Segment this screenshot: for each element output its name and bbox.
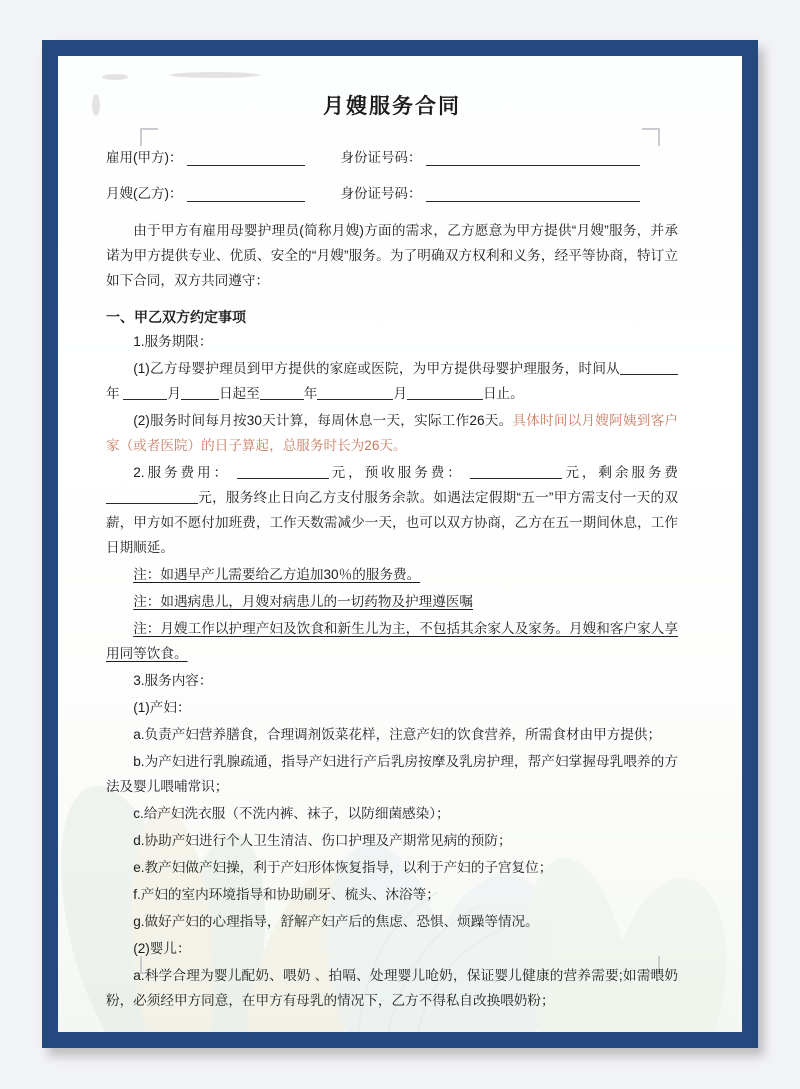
day-unit-1: 日起至: [218, 386, 260, 401]
employer-label: 雇用(甲方)：: [106, 150, 183, 165]
date-blank-day-start[interactable]: [181, 386, 219, 400]
nurse-id-blank[interactable]: [426, 187, 640, 202]
page-title: 月嫂服务合同: [323, 95, 461, 118]
year-unit-1: 年: [106, 386, 120, 401]
employer-id-blank[interactable]: [426, 151, 640, 166]
clause-2: [106, 460, 678, 560]
clause-2-part-a: 2.服务费用：: [133, 465, 231, 480]
note-item-1: 注：如遇早产儿需要给乙方追加30％的服务费。: [133, 567, 421, 582]
clause-2-part-d: 元，服务终止日向乙方支付服务余款。如遇法定假期“五一”甲方需支付一天的双薪，甲方如不愿付加班费，工作天数需减少一天，也可以双方协商，乙方在五一期间休息，工作日期顺延。: [106, 490, 678, 555]
clause-2-part-c: 元，剩余服务费: [562, 465, 679, 480]
nurse-label: 月嫂(乙方)：: [106, 186, 183, 201]
party-row-nurse: [106, 182, 678, 202]
clause-3-heading: 3.服务内容：: [133, 673, 213, 688]
date-blank-year-end[interactable]: [260, 386, 304, 400]
group-1-item-f: f.产妇的室内环境指导和协助刷牙、梳头、沐浴等；: [133, 887, 440, 902]
document-content: [106, 90, 678, 1015]
nurse-name-blank[interactable]: [187, 187, 305, 202]
intro-paragraph: 由于甲方有雇用母婴护理员(简称月嫂)方面的需求，乙方愿意为甲方提供“月嫂”服务，并承诺为甲方提供专业、优质、安全的“月嫂”服务。为了明确双方权利和义务，经平等协商，特订立如下合同，双方共同遵守：: [106, 223, 678, 288]
clause-2-part-b: 元，预收服务费：: [328, 465, 464, 480]
nurse-id-label: 身份证号码：: [340, 186, 422, 201]
month-unit-1: 月: [167, 386, 181, 401]
group-1-item-d: d.协助产妇进行个人卫生清洁、伤口护理及产期常见病的预防；: [133, 833, 512, 848]
group-1-item-a: a.负责产妇营养膳食，合理调剂饭菜花样，注意产妇的饮食营养，所需食材由甲方提供；: [133, 727, 662, 742]
month-unit-2: 月: [393, 386, 407, 401]
group-2-item-a: a.科学合理为婴儿配奶、喂奶 、拍嗝、处理婴儿呛奶，保证婴儿健康的营养需要;如需喂奶粉，必须经甲方同意，在甲方有母乳的情况下，乙方不得私自改换喂奶粉；: [106, 968, 678, 1008]
document-frame: [42, 40, 758, 1048]
fee-prepaid-blank[interactable]: [470, 465, 562, 479]
day-unit-2: 日止。: [482, 386, 524, 401]
group-1-heading: (1)产妇：: [133, 700, 191, 715]
group-1-item-e: e.教产妇做产妇操，利于产妇形体恢复指导，以利于产妇的子宫复位；: [133, 860, 553, 875]
section-1-heading: 一、甲乙双方约定事项: [106, 309, 246, 325]
clause-1-heading: 1.服务期限：: [133, 334, 213, 349]
group-1-item-c: c.给产妇洗衣服（不洗内裤、袜子，以防细菌感染）；: [133, 806, 450, 821]
group-2-heading: (2)婴儿：: [133, 941, 191, 956]
clause-1-2-highlighted: 具体时间以月嫂阿姨到客户家（或者医院）的日子算起，总服务时长为26天。: [106, 413, 678, 453]
clause-1-2-plain: (2)服务时间每月按30天计算，每周休息一天，实际工作26天。: [133, 413, 513, 428]
date-blank-year-start[interactable]: [620, 361, 678, 375]
document-page: [58, 56, 742, 1032]
fee-remaining-blank[interactable]: [106, 490, 198, 504]
employer-name-blank[interactable]: [187, 151, 305, 166]
date-blank-month-start[interactable]: [123, 386, 167, 400]
clause-1-2: [106, 408, 678, 458]
year-unit-2: 年: [303, 386, 318, 401]
date-blank-day-end[interactable]: [407, 386, 483, 400]
clause-1-1-text: (1)乙方母婴护理员到甲方提供的家庭或医院，为甲方提供母婴护理服务，时间从: [133, 361, 620, 376]
fee-total-blank[interactable]: [237, 465, 329, 479]
note-item-2: 注：如遇病患儿，月嫂对病患儿的一切药物及护理遵医嘱: [133, 594, 474, 609]
date-blank-month-end[interactable]: [317, 386, 393, 400]
clause-1-1: [106, 356, 678, 406]
party-row-employer: [106, 146, 678, 166]
group-1-item-g: g.做好产妇的心理指导，舒解产妇产后的焦虑、恐惧、烦躁等情况。: [133, 914, 539, 929]
employer-id-label: 身份证号码：: [340, 150, 422, 165]
group-1-item-b: b.为产妇进行乳腺疏通，指导产妇进行产后乳房按摩及乳房护理，帮产妇掌握母乳喂养的方法及婴儿喂哺常识；: [106, 754, 678, 794]
note-item-3: 注：月嫂工作以护理产妇及饮食和新生儿为主，不包括其余家人及家务。月嫂和客户家人享用同等饮食。: [106, 621, 678, 661]
